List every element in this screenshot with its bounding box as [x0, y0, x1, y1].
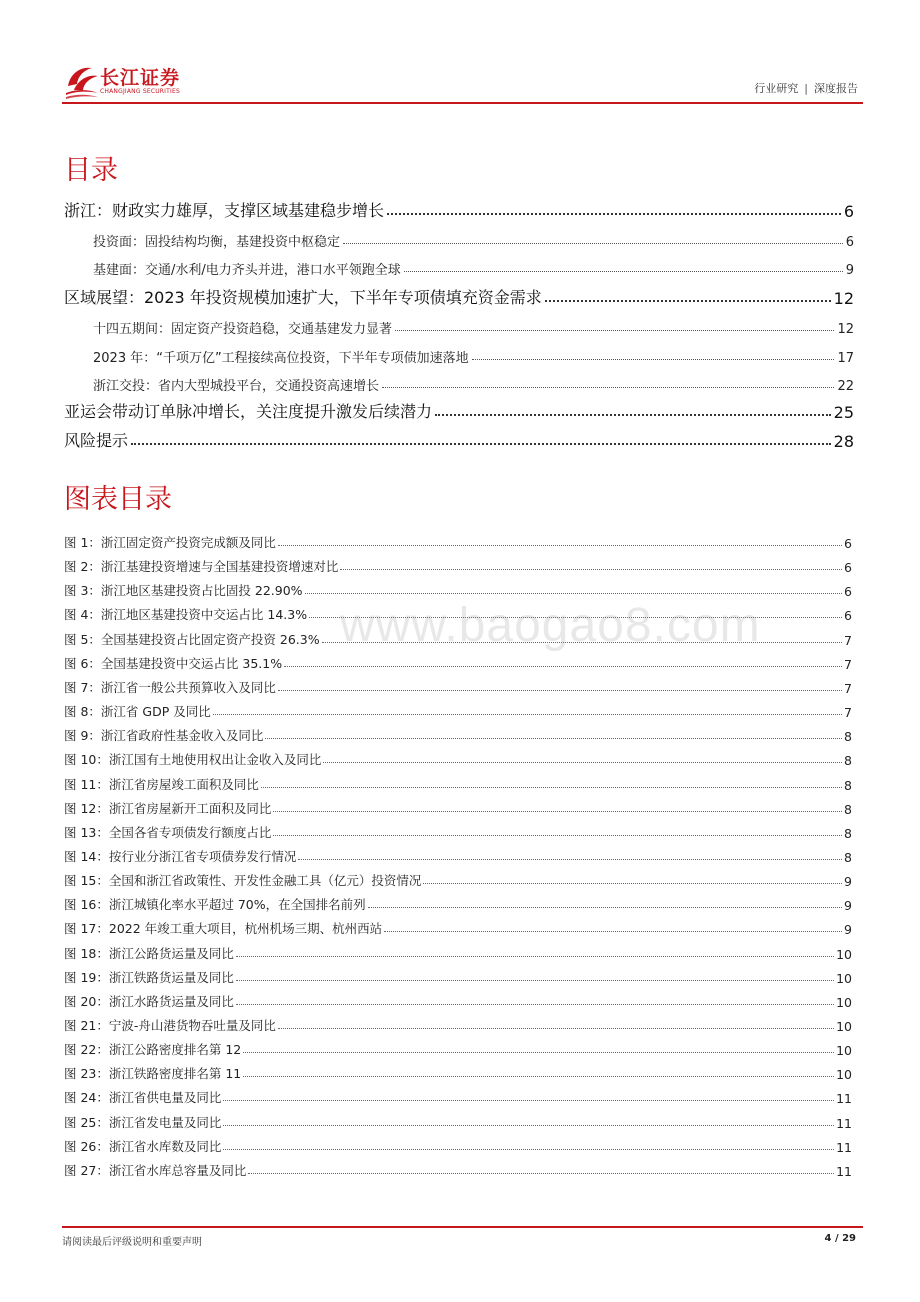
dot-leader [265, 738, 842, 739]
toc-entry-title: 浙江：财政实力雄厚，支撑区域基建稳步增长 [64, 201, 385, 220]
dot-leader [223, 1149, 834, 1150]
figure-entry-page: 10 [836, 1067, 852, 1082]
toc-entry-page: 25 [833, 403, 854, 422]
company-logo [62, 60, 222, 104]
dot-leader [273, 811, 842, 812]
dot-leader [404, 271, 843, 272]
figure-entry-page: 7 [844, 705, 852, 720]
figure-entry-title: 图 7：浙江省一般公共预算收入及同比 [64, 680, 276, 695]
dot-leader [423, 883, 842, 884]
report-category: 行业研究 [754, 82, 799, 95]
figure-entry[interactable] [64, 577, 852, 599]
figure-entry-page: 10 [836, 1019, 852, 1034]
figure-entry-title: 图 5：全国基建投资占比固定资产投资 26.3% [64, 632, 320, 647]
logo-company-name: 长江证券 [100, 67, 181, 89]
toc-entry-title: 区域展望：2023 年投资规模加速扩大，下半年专项债填充资金需求 [64, 288, 542, 307]
figure-entry-title: 图 13：全国各省专项债发行额度占比 [64, 825, 272, 840]
dot-leader [248, 1173, 834, 1174]
figure-entry-title: 图 14：按行业分浙江省专项债券发行情况 [64, 849, 297, 864]
header-divider [62, 102, 863, 104]
figure-entry-title: 图 9：浙江省政府性基金收入及同比 [64, 728, 264, 743]
figures-title: 图表目录 [64, 484, 172, 515]
toc-entry-page: 17 [837, 351, 854, 366]
figure-entry[interactable] [64, 1084, 852, 1106]
figure-entry-title: 图 25：浙江省发电量及同比 [64, 1115, 222, 1130]
dot-leader [278, 545, 842, 546]
figure-entry-title: 图 20：浙江水路货运量及同比 [64, 994, 234, 1009]
figure-entry-page: 8 [844, 729, 852, 744]
dot-leader [236, 980, 834, 981]
dot-leader [545, 300, 831, 302]
dot-leader [472, 359, 835, 360]
figure-entry-title: 图 19：浙江铁路货运量及同比 [64, 970, 234, 985]
figure-entry-page: 9 [844, 922, 852, 937]
figure-entry[interactable] [64, 891, 852, 913]
figure-entry-title: 图 3：浙江地区基建投资占比固投 22.90% [64, 583, 303, 598]
dot-leader [384, 931, 842, 932]
figure-entry-title: 图 21：宁波-舟山港货物吞吐量及同比 [64, 1018, 276, 1033]
figure-entry[interactable] [64, 1109, 852, 1131]
figure-entry-page: 8 [844, 753, 852, 768]
toc-subentry[interactable] [64, 309, 854, 337]
toc-entry-title: 亚运会带动订单脉冲增长，关注度提升激发后续潜力 [64, 402, 433, 421]
dot-leader [278, 690, 842, 691]
figure-entry-title: 图 23：浙江铁路密度排名第 11 [64, 1066, 242, 1081]
dot-leader [395, 330, 834, 331]
figure-entry-page: 11 [836, 1140, 852, 1155]
toc-entry-page: 28 [833, 432, 854, 451]
dot-leader [131, 443, 831, 445]
dot-leader [273, 835, 842, 836]
dot-leader [382, 387, 834, 388]
report-type-label [754, 80, 858, 96]
figure-entry-page: 11 [836, 1164, 852, 1179]
toc-entry-page: 12 [833, 289, 854, 308]
toc-entry[interactable] [64, 193, 854, 221]
figure-entry-page: 8 [844, 778, 852, 793]
dot-leader [387, 213, 841, 215]
figure-entry-page: 7 [844, 633, 852, 648]
figure-entry-title: 图 1：浙江固定资产投资完成额及同比 [64, 535, 276, 550]
footer-divider [62, 1226, 863, 1228]
toc-entry-page: 6 [843, 202, 854, 221]
figure-entry[interactable] [64, 722, 852, 744]
figure-entry-title: 图 6：全国基建投资中交运占比 35.1% [64, 656, 283, 671]
figure-entry[interactable] [64, 674, 852, 696]
dot-leader [243, 1052, 834, 1053]
figure-entry-page: 10 [836, 995, 852, 1010]
figure-entry-page: 8 [844, 826, 852, 841]
figure-entry[interactable] [64, 746, 852, 768]
report-type-separator: | [804, 82, 808, 95]
figure-entry-page: 8 [844, 850, 852, 865]
figure-entry-page: 8 [844, 802, 852, 817]
dot-leader [223, 1125, 834, 1126]
figure-entry-title: 图 17：2022 年竣工重大项目，杭州机场三期、杭州西站 [64, 921, 383, 936]
dot-leader [368, 907, 842, 908]
figure-entry[interactable] [64, 940, 852, 962]
toc-entry-title: 投资面：固投结构均衡，基建投资中枢稳定 [93, 235, 341, 250]
toc-entry-title: 2023 年：“千项万亿”工程接续高位投资，下半年专项债加速落地 [93, 351, 469, 366]
toc-entry-page: 12 [837, 322, 854, 337]
toc-subentry[interactable] [64, 222, 854, 250]
page-number: 4 / 29 [824, 1233, 856, 1244]
figure-entry[interactable] [64, 529, 852, 551]
toc-entry-page: 9 [845, 263, 854, 278]
dot-leader [236, 1004, 834, 1005]
figure-entry-page: 9 [844, 898, 852, 913]
dot-leader [323, 762, 842, 763]
figure-entry[interactable] [64, 1157, 852, 1179]
figure-entry-page: 6 [844, 608, 852, 623]
figure-entry[interactable] [64, 964, 852, 986]
figure-entry-page: 11 [836, 1091, 852, 1106]
figure-entry-page: 7 [844, 681, 852, 696]
dot-leader [236, 956, 834, 957]
figure-entry-title: 图 2：浙江基建投资增速与全国基建投资增速对比 [64, 559, 339, 574]
figure-entry-title: 图 4：浙江地区基建投资中交运占比 14.3% [64, 607, 308, 622]
logo-emblem-icon [62, 60, 102, 100]
figure-entry[interactable] [64, 650, 852, 672]
figure-entry[interactable] [64, 795, 852, 817]
figure-entry[interactable] [64, 843, 852, 865]
toc-entry-title: 浙江交投：省内大型城投平台，交通投资高速增长 [93, 379, 380, 394]
figure-entry-page: 10 [836, 1043, 852, 1058]
toc-entry[interactable] [64, 394, 854, 422]
figure-entry[interactable] [64, 1133, 852, 1155]
figure-entry-title: 图 8：浙江省 GDP 及同比 [64, 704, 211, 719]
figure-entry[interactable] [64, 819, 852, 841]
toc-entry[interactable] [64, 280, 854, 308]
toc-subentry[interactable] [64, 250, 854, 278]
figure-entry-page: 10 [836, 971, 852, 986]
dot-leader [278, 1028, 834, 1029]
figure-entry-page: 6 [844, 584, 852, 599]
watermark: www.baogao8.com [340, 599, 761, 652]
figure-entry[interactable] [64, 771, 852, 793]
figure-entry-page: 11 [836, 1116, 852, 1131]
figure-entry-page: 6 [844, 560, 852, 575]
toc-subentry[interactable] [64, 366, 854, 394]
dot-leader [223, 1100, 834, 1101]
figure-entry[interactable] [64, 988, 852, 1010]
dot-leader [298, 859, 842, 860]
figure-entry[interactable] [64, 915, 852, 937]
figure-entry-title: 图 12：浙江省房屋新开工面积及同比 [64, 801, 272, 816]
figure-entry[interactable] [64, 1012, 852, 1034]
dot-leader [343, 243, 843, 244]
toc-entry-page: 22 [837, 379, 854, 394]
toc-title: 目录 [64, 155, 118, 186]
figure-entry-page: 9 [844, 874, 852, 889]
report-subtype: 深度报告 [814, 82, 858, 95]
logo-company-english: CHANGJIANG SECURITIES [100, 88, 180, 95]
toc-entry-title: 基建面：交通/水利/电力齐头并进，港口水平领跑全球 [93, 263, 401, 278]
figure-entry[interactable] [64, 1060, 852, 1082]
figure-entry-page: 6 [844, 536, 852, 551]
figure-entry-title: 图 26：浙江省水库数及同比 [64, 1139, 222, 1154]
dot-leader [305, 593, 842, 594]
dot-leader [284, 666, 842, 667]
toc-entry[interactable] [64, 423, 854, 451]
figure-entry-title: 图 16：浙江城镇化率水平超过 70%，在全国排名前列 [64, 897, 366, 912]
figure-entry[interactable] [64, 867, 852, 889]
dot-leader [243, 1076, 834, 1077]
figure-entry-title: 图 18：浙江公路货运量及同比 [64, 946, 234, 961]
dot-leader [261, 787, 842, 788]
footer-disclaimer: 请阅读最后评级说明和重要声明 [62, 1237, 202, 1248]
dot-leader [340, 569, 842, 570]
page-header [0, 0, 920, 112]
dot-leader [435, 414, 831, 416]
figure-entry[interactable] [64, 1036, 852, 1058]
toc-entry-page: 6 [845, 235, 854, 250]
figure-entry-title: 图 15：全国和浙江省政策性、开发性金融工具（亿元）投资情况 [64, 873, 422, 888]
figure-entry-title: 图 11：浙江省房屋竣工面积及同比 [64, 777, 259, 792]
figure-entry-title: 图 24：浙江省供电量及同比 [64, 1090, 222, 1105]
figure-entry-page: 10 [836, 947, 852, 962]
figure-entry[interactable] [64, 553, 852, 575]
figure-entry-page: 7 [844, 657, 852, 672]
figure-entry-title: 图 10：浙江国有土地使用权出让金收入及同比 [64, 752, 322, 767]
figure-entry-title: 图 22：浙江公路密度排名第 12 [64, 1042, 242, 1057]
toc-entry-title: 风险提示 [64, 431, 129, 450]
toc-subentry[interactable] [64, 338, 854, 366]
figure-entry[interactable] [64, 698, 852, 720]
figure-entry-title: 图 27：浙江省水库总容量及同比 [64, 1163, 247, 1178]
dot-leader [213, 714, 842, 715]
toc-entry-title: 十四五期间：固定资产投资趋稳，交通基建发力显著 [93, 322, 393, 337]
